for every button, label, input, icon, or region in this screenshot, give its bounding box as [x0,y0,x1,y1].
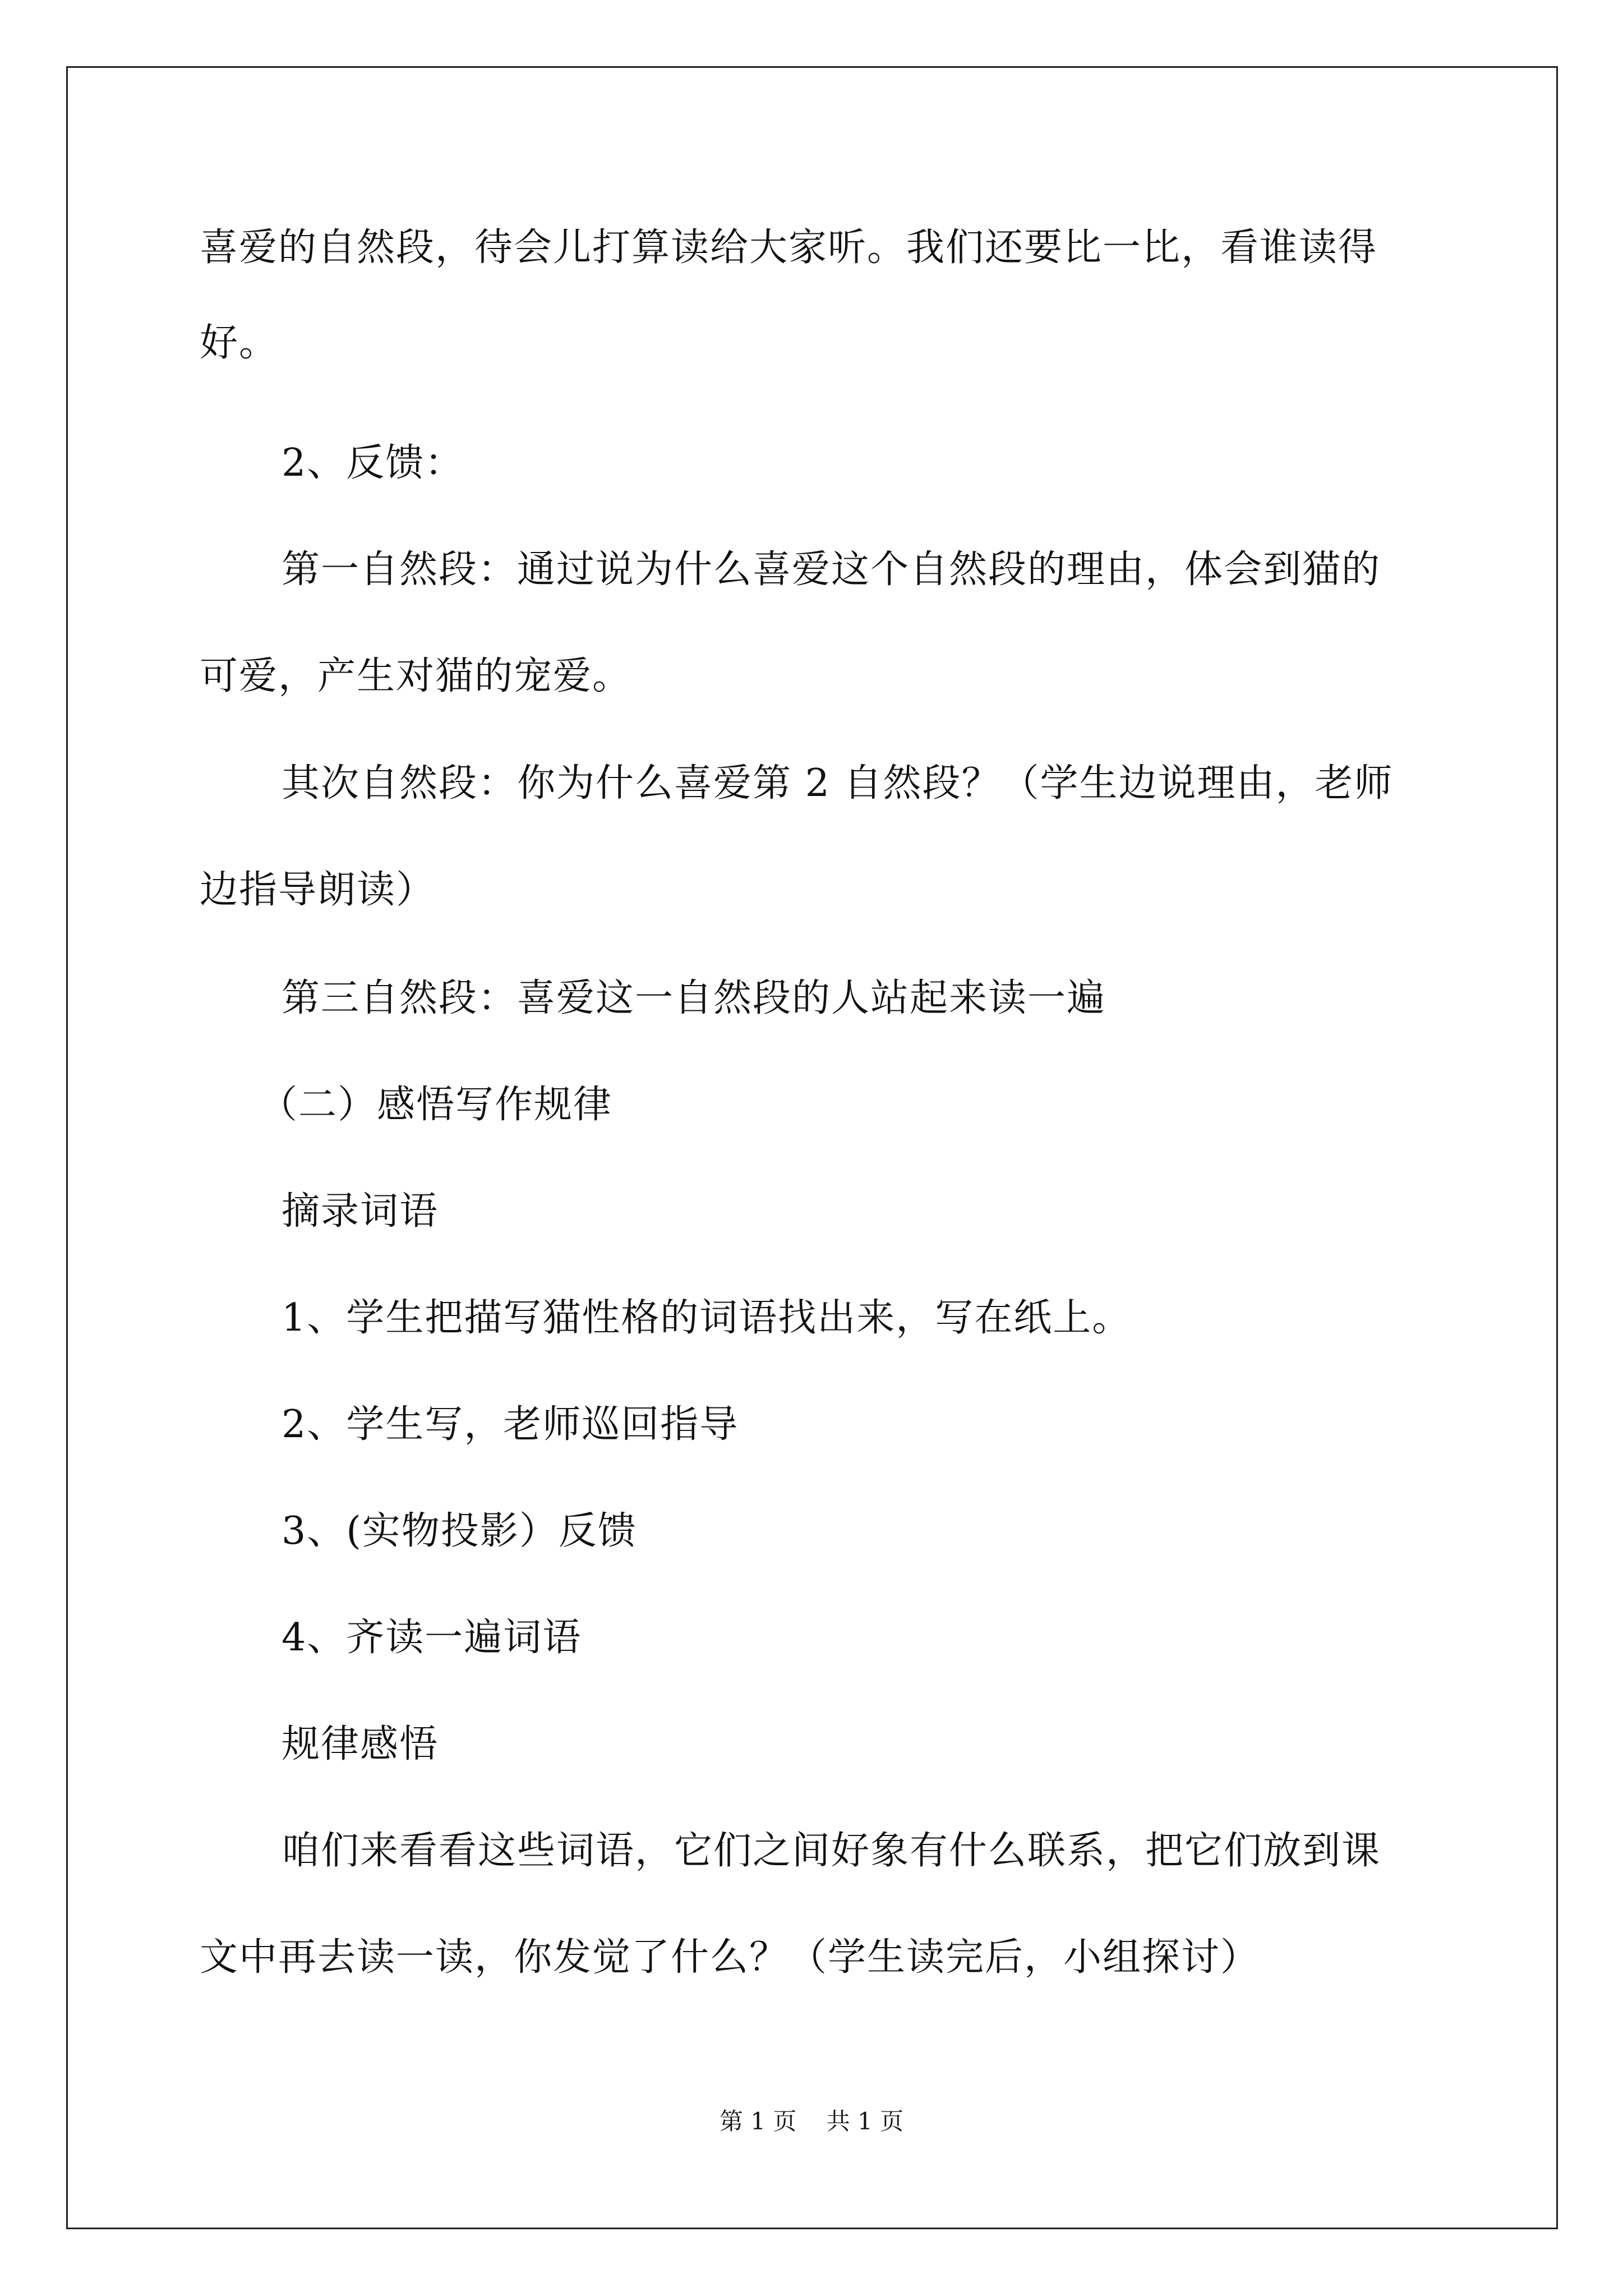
section-heading: （二）感悟写作规律 [259,1083,613,1127]
page-border [66,66,1558,2229]
list-item: 1、学生把描写猫性格的词语找出来，写在纸上。 [282,1296,1132,1340]
list-item: 4、齐读一遍词语 [282,1616,582,1660]
paragraph-line: 边指导朗读） [200,868,436,912]
paragraph-line: 其次自然段：你为什么喜爱第 2 自然段？（学生边说理由，老师 [282,761,1394,806]
paragraph-line: 文中再去读一读，你发觉了什么？（学生读完后，小组探讨） [200,1935,1260,1980]
list-item: 3、(实物投影）反馈 [282,1509,637,1553]
subheading: 摘录词语 [282,1189,439,1234]
paragraph-line: 好。 [200,321,279,365]
subheading: 规律感悟 [282,1722,439,1766]
paragraph-line: 第一自然段：通过说为什么喜爱这个自然段的理由，体会到猫的 [282,547,1381,592]
paragraph-line: 2、反馈： [282,441,464,485]
paragraph-line: 可爱，产生对猫的宠爱。 [200,654,632,698]
paragraph-line: 喜爱的自然段，待会儿打算读给大家听。我们还要比一比，看谁读得 [200,226,1378,270]
page-number-footer: 第 1 页 共 1 页 [719,2108,904,2135]
list-item: 2、学生写，老师巡回指导 [282,1402,739,1447]
paragraph-line: 咱们来看看这些词语，它们之间好象有什么联系，把它们放到课 [282,1829,1381,1873]
paragraph-line: 第三自然段：喜爱这一自然段的人站起来读一遍 [282,976,1106,1020]
